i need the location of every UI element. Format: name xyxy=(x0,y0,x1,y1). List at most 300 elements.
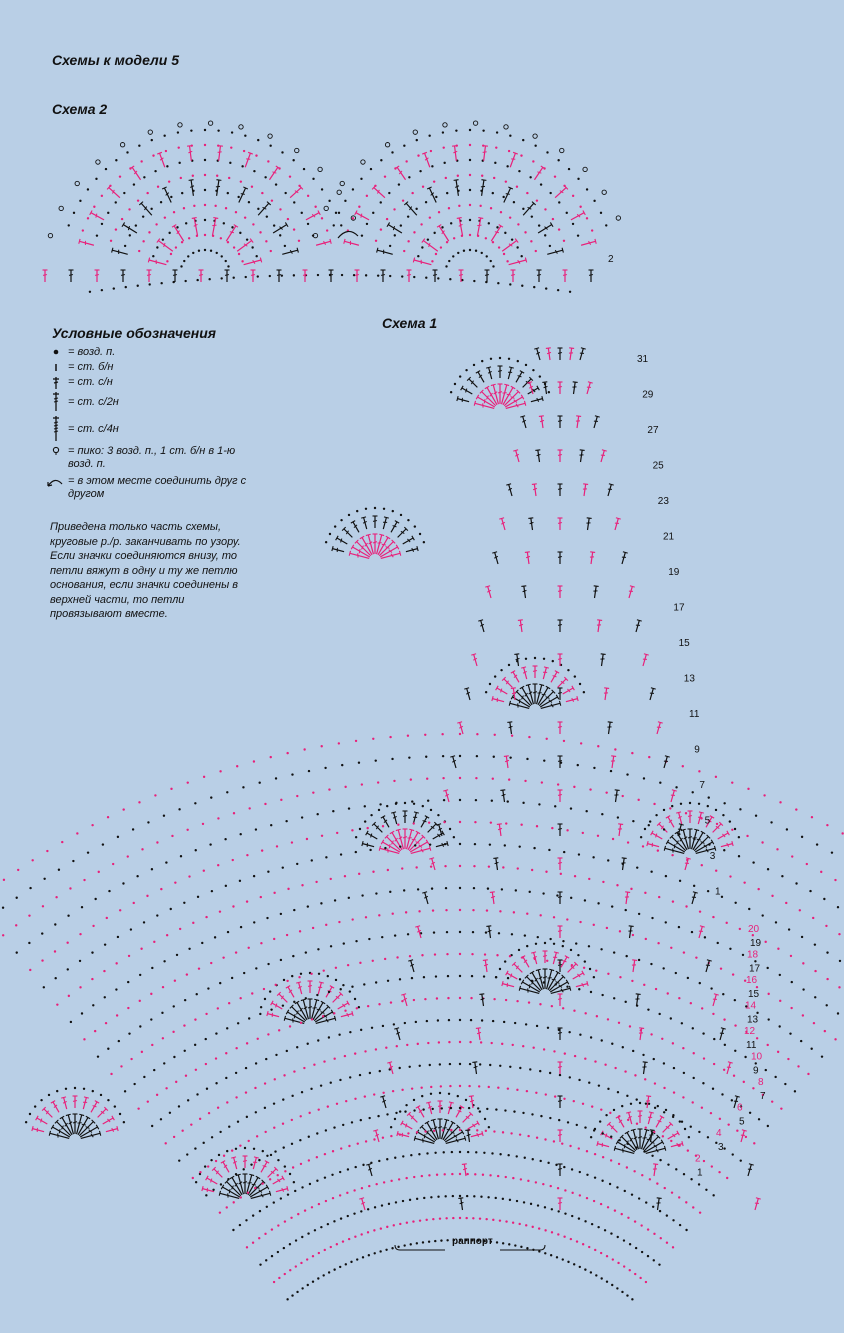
chain-dot xyxy=(284,1165,286,1167)
chain-dot xyxy=(273,1127,275,1129)
chain-dot xyxy=(578,1147,580,1149)
row-number: 15 xyxy=(678,638,690,649)
chain-dot xyxy=(537,936,539,938)
chain-dot xyxy=(400,514,402,516)
chain-dot xyxy=(170,788,172,790)
chain-dot xyxy=(643,1150,645,1152)
chain-dot xyxy=(163,1062,165,1064)
row-number: 29 xyxy=(642,389,654,401)
chain-dot xyxy=(526,1247,528,1249)
chain-dot xyxy=(574,875,576,877)
chain-dot xyxy=(292,1166,294,1168)
row-number: 8 xyxy=(758,1077,764,1088)
chain-dot xyxy=(173,1005,175,1007)
chain-dot xyxy=(503,1021,505,1023)
chain-dot xyxy=(588,945,590,947)
chain-dot xyxy=(261,849,263,851)
chain-dot xyxy=(701,1107,703,1109)
chain-dot xyxy=(670,1017,672,1019)
chain-dot xyxy=(536,1136,538,1138)
stitch-symbol xyxy=(711,994,719,1007)
chain-dot xyxy=(440,1239,442,1241)
chain-dot xyxy=(108,890,110,892)
chain-dot xyxy=(360,1029,362,1031)
chain-dot xyxy=(752,1087,754,1089)
row-number: 11 xyxy=(689,709,700,720)
stitch-symbol xyxy=(431,831,444,841)
chain-dot xyxy=(745,1136,747,1138)
chain-dot xyxy=(479,1110,481,1112)
chain-dot xyxy=(459,755,461,757)
chain-dot xyxy=(437,1019,439,1021)
chain-dot xyxy=(54,977,56,979)
chain-dot xyxy=(439,1092,441,1094)
chain-dot xyxy=(156,1094,158,1096)
chain-dot xyxy=(512,1222,514,1224)
chain-dot xyxy=(369,1072,371,1074)
stitch-symbol xyxy=(373,1130,381,1143)
chain-dot xyxy=(292,955,294,957)
chain-dot xyxy=(522,802,524,804)
chain-dot xyxy=(550,1254,552,1256)
chain-dot xyxy=(679,880,681,882)
chain-dot xyxy=(814,996,816,998)
chain-dot xyxy=(787,1058,789,1060)
chain-dot xyxy=(726,1177,728,1179)
stitch-symbol xyxy=(387,1062,395,1075)
chain-dot xyxy=(701,1007,703,1009)
chain-dot xyxy=(767,1044,769,1046)
chain-dot xyxy=(104,943,106,945)
chain-dot xyxy=(459,1173,461,1175)
chain-dot xyxy=(348,807,350,809)
chain-dot xyxy=(496,1241,498,1243)
chain-dot xyxy=(211,1136,213,1138)
chain-dot xyxy=(707,1136,709,1138)
chain-dot xyxy=(715,870,717,872)
chain-dot xyxy=(255,1062,257,1064)
chain-dot xyxy=(171,835,173,837)
chain-dot xyxy=(507,977,509,979)
chain-dot xyxy=(756,986,758,988)
stitch-symbol xyxy=(483,960,490,973)
chain-dot xyxy=(779,1000,781,1002)
stitch-symbol xyxy=(688,829,693,849)
chain-dot xyxy=(368,938,370,940)
chain-dot xyxy=(493,756,495,758)
chain-dot xyxy=(174,881,176,883)
chain-dot xyxy=(671,854,673,856)
chain-dot xyxy=(244,1147,246,1149)
chain-dot xyxy=(700,817,702,819)
chain-dot xyxy=(300,1022,302,1024)
chain-dot xyxy=(707,890,709,892)
chain-dot xyxy=(356,1007,358,1009)
chain-dot xyxy=(394,934,396,936)
chain-dot xyxy=(328,1036,330,1038)
chain-dot xyxy=(616,884,618,886)
chain-dot xyxy=(680,803,682,805)
chain-dot xyxy=(825,925,827,927)
chain-dot xyxy=(367,1231,369,1233)
chain-dot xyxy=(627,841,629,843)
chain-dot xyxy=(421,954,423,956)
chain-dot xyxy=(222,956,224,958)
chain-dot xyxy=(297,1213,299,1215)
chain-dot xyxy=(291,975,293,977)
chain-dot xyxy=(551,827,553,829)
chain-dot xyxy=(127,981,129,983)
chain-dot xyxy=(582,1243,584,1245)
chain-dot xyxy=(161,1012,163,1014)
chain-dot xyxy=(170,908,172,910)
chain-dot xyxy=(820,871,822,873)
chain-dot xyxy=(166,934,168,936)
chain-dot xyxy=(520,1178,522,1180)
chain-dot xyxy=(504,1109,506,1111)
scheme2-title: Схема 2 xyxy=(52,101,108,117)
chain-dot xyxy=(283,979,285,981)
instruction-note: Приведена только часть схемы, круговые р./р. заканчивать по узору. Если значки соединяются внизу, то петли вяжут в одну и ту же петлю основания, если значки соединены в верхней части, то петли провязывают вместе. xyxy=(50,521,241,620)
chain-dot xyxy=(396,1045,398,1047)
chain-dot xyxy=(403,1244,405,1246)
chain-dot xyxy=(267,963,269,965)
chain-dot xyxy=(712,1194,714,1196)
chain-dot xyxy=(402,1155,404,1157)
stitch-symbol xyxy=(419,816,429,829)
chain-dot xyxy=(502,866,504,868)
stitch-symbol xyxy=(51,1101,61,1114)
chain-dot xyxy=(347,964,349,966)
chain-dot xyxy=(450,1107,452,1109)
chain-dot xyxy=(327,1105,329,1107)
chain-dot xyxy=(415,1021,417,1023)
stitch-symbol xyxy=(558,1164,563,1176)
chain-dot xyxy=(499,968,501,970)
chain-dot xyxy=(732,1153,734,1155)
stitch-symbol xyxy=(336,1001,349,1011)
stitch-symbol xyxy=(616,1116,626,1129)
chain-dot xyxy=(812,917,814,919)
chain-dot xyxy=(539,375,541,377)
chain-dot xyxy=(826,1004,828,1006)
chain-dot xyxy=(435,975,437,977)
chain-dot xyxy=(678,997,680,999)
chain-dot xyxy=(360,1210,362,1212)
chain-dot xyxy=(729,820,731,822)
chain-dot xyxy=(605,791,607,793)
chain-dot xyxy=(425,1219,427,1221)
chain-dot xyxy=(245,1091,247,1093)
stitch-symbol xyxy=(492,696,505,704)
chain-dot xyxy=(485,1218,487,1220)
chain-dot xyxy=(715,776,717,778)
chain-dot xyxy=(625,955,627,957)
stitch-symbol xyxy=(401,536,414,546)
chain-dot xyxy=(528,1001,530,1003)
chain-dot xyxy=(67,968,69,970)
chain-dot xyxy=(618,1022,620,1024)
chain-dot xyxy=(227,1178,229,1180)
chain-dot xyxy=(184,999,186,1001)
chain-dot xyxy=(645,1102,647,1104)
chain-dot xyxy=(410,778,412,780)
chain-dot xyxy=(447,997,449,999)
chain-dot xyxy=(722,814,724,816)
chain-dot xyxy=(575,942,577,944)
chain-dot xyxy=(597,1226,599,1228)
chain-dot xyxy=(375,759,377,761)
chain-dot xyxy=(579,1194,581,1196)
chain-dot xyxy=(554,805,556,807)
chain-dot xyxy=(306,838,308,840)
stitch-symbol xyxy=(716,831,729,841)
chain-dot xyxy=(653,1233,655,1235)
chain-dot xyxy=(407,1132,409,1134)
chain-dot xyxy=(613,1109,615,1111)
chain-dot xyxy=(585,810,587,812)
chain-dot xyxy=(459,777,461,779)
chain-dot xyxy=(263,988,265,990)
chain-dot xyxy=(583,691,585,693)
chain-dot xyxy=(404,802,406,804)
chain-dot xyxy=(143,921,145,923)
chain-dot xyxy=(338,1034,340,1036)
stitch-symbol xyxy=(251,1157,259,1170)
chain-dot xyxy=(311,1206,313,1208)
chain-dot xyxy=(636,866,638,868)
chain-dot xyxy=(287,888,289,890)
chain-dot xyxy=(91,951,93,953)
chain-dot xyxy=(681,1120,683,1122)
stitch-symbol xyxy=(662,756,670,769)
chain-dot xyxy=(378,1003,380,1005)
chain-dot xyxy=(323,969,325,971)
chain-dot xyxy=(228,1002,230,1004)
chain-dot xyxy=(459,1041,461,1043)
chain-dot xyxy=(747,788,749,790)
chain-dot xyxy=(450,1129,452,1131)
chain-dot xyxy=(584,1058,586,1060)
chain-dot xyxy=(622,1046,624,1048)
chain-dot xyxy=(273,1201,275,1203)
chain-dot xyxy=(810,1048,812,1050)
chain-dot xyxy=(604,1064,606,1066)
chain-dot xyxy=(186,829,188,831)
chain-dot xyxy=(106,917,108,919)
chain-dot xyxy=(242,786,244,788)
chain-dot xyxy=(543,759,545,761)
chain-dot xyxy=(355,851,357,853)
chain-dot xyxy=(267,871,269,873)
chain-dot xyxy=(219,910,221,912)
chain-dot xyxy=(246,1246,248,1248)
chain-dot xyxy=(543,1048,545,1050)
chain-dot xyxy=(210,962,212,964)
stitch-symbol xyxy=(461,1112,473,1124)
stitch-symbol xyxy=(231,1157,239,1170)
chain-dot xyxy=(643,777,645,779)
chain-dot xyxy=(206,1088,208,1090)
chain-dot xyxy=(748,908,750,910)
chain-dot xyxy=(384,958,386,960)
chain-dot xyxy=(459,821,461,823)
chain-dot xyxy=(672,900,674,902)
chain-dot xyxy=(757,888,759,890)
chain-dot xyxy=(430,1093,432,1095)
chain-dot xyxy=(365,508,367,510)
chain-dot xyxy=(531,869,533,871)
chain-dot xyxy=(271,1228,273,1230)
chain-dot xyxy=(235,1096,237,1098)
chain-dot xyxy=(487,887,489,889)
stitch-symbol xyxy=(539,416,546,429)
chain-dot xyxy=(317,1039,319,1041)
chain-dot xyxy=(215,1160,217,1162)
chain-dot xyxy=(374,507,376,509)
stitch-symbol xyxy=(467,377,479,389)
chain-dot xyxy=(600,1252,602,1254)
chain-dot xyxy=(296,795,298,797)
chain-dot xyxy=(264,1107,266,1109)
chain-dot xyxy=(527,1135,529,1137)
chain-dot xyxy=(645,1201,647,1203)
chain-dot xyxy=(248,807,250,809)
chain-dot xyxy=(601,813,603,815)
chain-dot xyxy=(573,1100,575,1102)
chain-dot xyxy=(459,1107,461,1109)
chain-dot xyxy=(330,1082,332,1084)
legend-text: = ст. с/н xyxy=(68,376,113,388)
chain-dot xyxy=(293,1070,295,1072)
chain-dot xyxy=(692,1206,694,1208)
chain-dot xyxy=(416,1242,418,1244)
stitch-symbol xyxy=(613,790,620,803)
chain-dot xyxy=(380,1227,382,1229)
chain-dot xyxy=(593,767,595,769)
chain-dot xyxy=(204,1165,206,1167)
chain-dot xyxy=(359,1074,361,1076)
chain-dot xyxy=(205,1063,207,1065)
chain-dot xyxy=(658,1013,660,1015)
chain-dot xyxy=(259,1210,261,1212)
chain-dot xyxy=(544,1206,546,1208)
stitch-symbol xyxy=(571,971,584,981)
chain-dot xyxy=(416,1198,418,1200)
chain-dot xyxy=(437,814,439,816)
chain-dot xyxy=(346,1192,348,1194)
chain-dot xyxy=(250,1163,252,1165)
legend-text: = ст. с/4н xyxy=(68,423,119,435)
chain-dot xyxy=(278,1029,280,1031)
chain-dot xyxy=(390,1180,392,1182)
chain-dot xyxy=(516,1200,518,1202)
stitch-symbol xyxy=(533,666,538,678)
chain-dot xyxy=(180,855,182,857)
chain-dot xyxy=(303,1067,305,1069)
chain-dot xyxy=(761,841,763,843)
chain-dot xyxy=(307,1043,309,1045)
row-number: 31 xyxy=(637,354,649,365)
chain-dot xyxy=(255,1111,257,1113)
chain-dot xyxy=(517,867,519,869)
chain-dot xyxy=(698,770,700,772)
chain-dot xyxy=(571,1168,573,1170)
chain-dot xyxy=(217,817,219,819)
row-number: 6 xyxy=(737,1102,743,1114)
chain-dot xyxy=(651,1155,653,1157)
chain-dot xyxy=(408,756,410,758)
chain-dot xyxy=(831,851,833,853)
chain-dot xyxy=(495,1108,497,1110)
chain-dot xyxy=(16,897,18,899)
chain-dot xyxy=(654,1082,656,1084)
chain-dot xyxy=(379,1070,381,1072)
chain-dot xyxy=(386,1113,388,1115)
chain-dot xyxy=(666,1214,668,1216)
chain-dot xyxy=(427,800,429,802)
chain-dot xyxy=(410,1243,412,1245)
chain-dot xyxy=(226,1150,228,1152)
chain-dot xyxy=(536,1025,538,1027)
chain-dot xyxy=(632,1050,634,1052)
chain-dot xyxy=(618,1163,620,1165)
chain-dot xyxy=(632,934,634,936)
chain-dot xyxy=(28,914,30,916)
chain-dot xyxy=(56,1003,58,1005)
chain-dot xyxy=(232,859,234,861)
chain-dot xyxy=(553,1140,555,1142)
chain-dot xyxy=(797,1065,799,1067)
chain-dot xyxy=(422,1108,424,1110)
chain-dot xyxy=(327,975,329,977)
chain-dot xyxy=(643,984,645,986)
chain-dot xyxy=(202,823,204,825)
chain-dot xyxy=(351,829,353,831)
chain-dot xyxy=(320,1226,322,1228)
chain-dot xyxy=(614,1067,616,1069)
chain-dot xyxy=(205,1194,207,1196)
chain-dot xyxy=(567,669,569,671)
stitch-symbol xyxy=(533,684,538,704)
chain-dot xyxy=(451,1173,453,1175)
stitch-symbol xyxy=(566,962,578,974)
chain-dot xyxy=(327,1223,329,1225)
chain-dot xyxy=(325,1129,327,1131)
chain-dot xyxy=(505,1176,507,1178)
chain-dot xyxy=(838,986,840,988)
chain-dot xyxy=(430,1196,432,1198)
chain-dot xyxy=(72,860,74,862)
chain-dot xyxy=(502,1242,504,1244)
chain-dot xyxy=(361,783,363,785)
chain-dot xyxy=(130,928,132,930)
chain-dot xyxy=(404,1110,406,1112)
chain-dot xyxy=(698,1131,700,1133)
chain-dot xyxy=(626,773,628,775)
row-number: 1 xyxy=(697,1167,703,1179)
chain-dot xyxy=(499,357,501,359)
chain-dot xyxy=(46,850,48,852)
chain-dot xyxy=(708,796,710,798)
chain-dot xyxy=(481,360,483,362)
chain-dot xyxy=(693,1077,695,1079)
stitch-symbol xyxy=(381,517,389,530)
chain-dot xyxy=(314,1229,316,1231)
stitch-symbol xyxy=(578,348,586,361)
stitch-symbol xyxy=(718,1028,726,1041)
chain-dot xyxy=(340,988,342,990)
